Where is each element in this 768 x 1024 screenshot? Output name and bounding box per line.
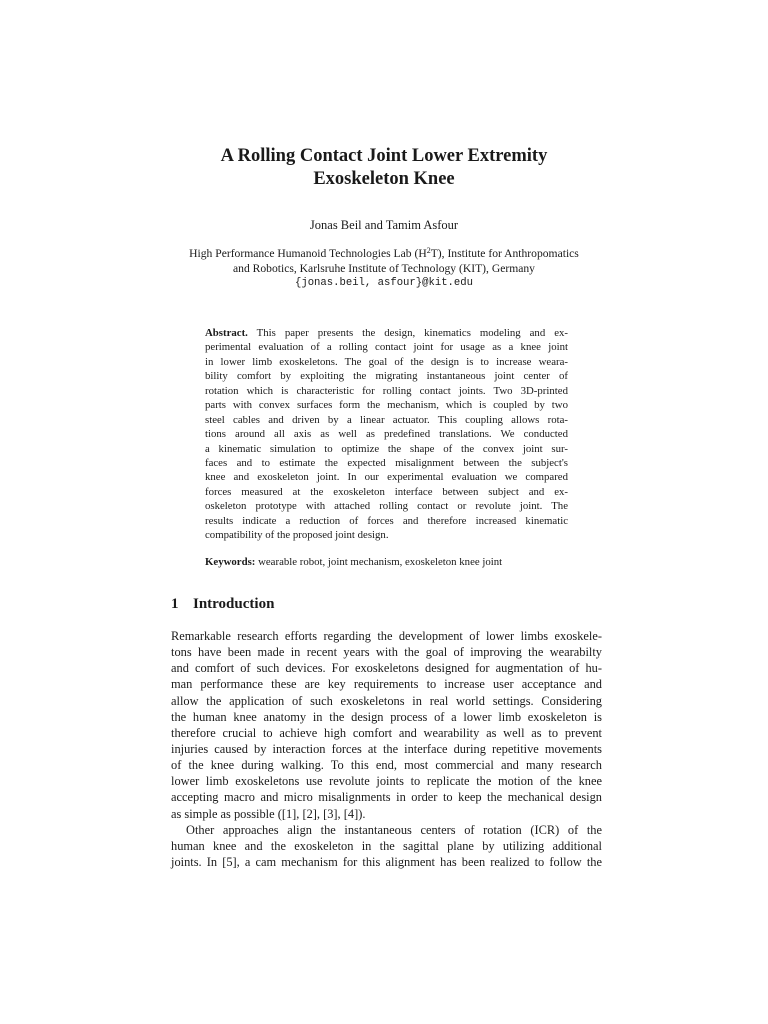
paper-title <box>0 145 768 191</box>
body-line: as simple as possible ([1], [2], [3], [4]). <box>171 806 366 821</box>
body-line: therefore crucial to achieve high comfort and wearability as well as to prevent <box>171 725 602 740</box>
body-line: accepting macro and micro misalignments in order to keep the mechanical design <box>171 790 602 805</box>
body-line: Remarkable research efforts regarding the development of lower limbs exoskele- <box>171 629 602 643</box>
abstract-line: faces and to estimate the expected misalignment between the subject's <box>205 456 568 469</box>
body-line: allow the application of such exoskeletons in real world settings. Considering <box>171 693 602 708</box>
affiliation-text: High Performance Humanoid Technologies Lab (H <box>189 247 427 260</box>
body-line: human knee and the exoskeleton in the sagittal plane by utilizing additional <box>171 838 602 853</box>
keywords-label: Keywords: <box>205 556 256 568</box>
affiliation-line-1 <box>0 247 768 262</box>
abstract-line: results indicate a reduction of forces and therefore increased kinematic <box>205 514 568 527</box>
title-line-1: A Rolling Contact Joint Lower Extremity <box>220 146 548 166</box>
affiliation <box>0 247 768 291</box>
section-title: Introduction <box>193 596 275 612</box>
body-line: injuries caused by interaction forces at the interface during repetitive movements <box>171 741 602 756</box>
abstract-line: oskeleton prototype with attached rolling contact or revolute joint. The <box>205 500 568 513</box>
abstract-text: This paper presents the design, kinematics modeling and ex- <box>247 327 568 339</box>
abstract-line: parts with convex surfaces form the mechanism, which is coupled by two <box>205 399 568 412</box>
abstract-line <box>205 326 568 340</box>
affiliation-line-2: and Robotics, Karlsruhe Institute of Technology (KIT), Germany <box>233 261 535 275</box>
abstract-line: a kinematic simulation to optimize the shape of the convex joint sur- <box>205 442 568 455</box>
abstract <box>205 326 568 543</box>
body-line: tons have been made in recent years with the goal of improving the wearabilty <box>171 645 602 660</box>
body-line: the human knee anatomy in the design process of a lower limb exoskeleton is <box>171 709 602 724</box>
abstract-line: forces measured at the exoskeleton interface between subject and ex- <box>205 485 568 498</box>
keywords-text: wearable robot, joint mechanism, exoskeleton knee joint <box>255 556 503 568</box>
abstract-line: in lower limb exoskeletons. The goal of the design is to increase weara- <box>205 355 568 368</box>
affiliation-superscript: 2 <box>426 246 431 255</box>
section-number: 1 <box>171 596 179 612</box>
abstract-line: steel cables and driven by a linear actuator. This coupling allows rota- <box>205 413 568 426</box>
authors: Jonas Beil and Tamim Asfour <box>309 218 459 232</box>
affiliation-text: T), Institute for Anthropomatics <box>430 247 579 260</box>
abstract-line: compatibility of the proposed joint design. <box>205 529 389 542</box>
body-text <box>171 628 602 870</box>
body-line: lower limb exoskeletons use revolute joints to replicate the motion of the knee <box>171 774 602 789</box>
keywords <box>205 555 568 569</box>
section-heading <box>171 595 274 613</box>
abstract-line: perimental evaluation of a rolling contact joint for usage as a knee joint <box>205 341 568 354</box>
abstract-line: knee and exoskeleton joint. In our experimental evaluation we compared <box>205 471 568 484</box>
abstract-line: bility comfort by exploiting the migrating instantaneous joint center of <box>205 370 568 383</box>
body-line: Other approaches align the instantaneous centers of rotation (ICR) of the <box>186 822 602 837</box>
body-line: man performance these are key requirements to increase user acceptance and <box>171 677 602 692</box>
title-line-2: Exoskeleton Knee <box>313 169 455 189</box>
abstract-line: rotation which is characteristic for rolling contact joints. Two 3D-printed <box>205 384 568 397</box>
author-email: {jonas.beil, asfour}@kit.edu <box>294 277 473 289</box>
body-line: and comfort of such devices. For exoskeletons designed for augmentation of hu- <box>171 661 602 676</box>
abstract-line: tions around all axis as well as predefined translations. We conducted <box>205 428 568 441</box>
body-line: joints. In [5], a cam mechanism for this alignment has been realized to follow the <box>171 854 602 869</box>
body-line: of the knee during walking. To this end, most commercial and many research <box>171 758 602 773</box>
abstract-label: Abstract. <box>205 327 248 339</box>
